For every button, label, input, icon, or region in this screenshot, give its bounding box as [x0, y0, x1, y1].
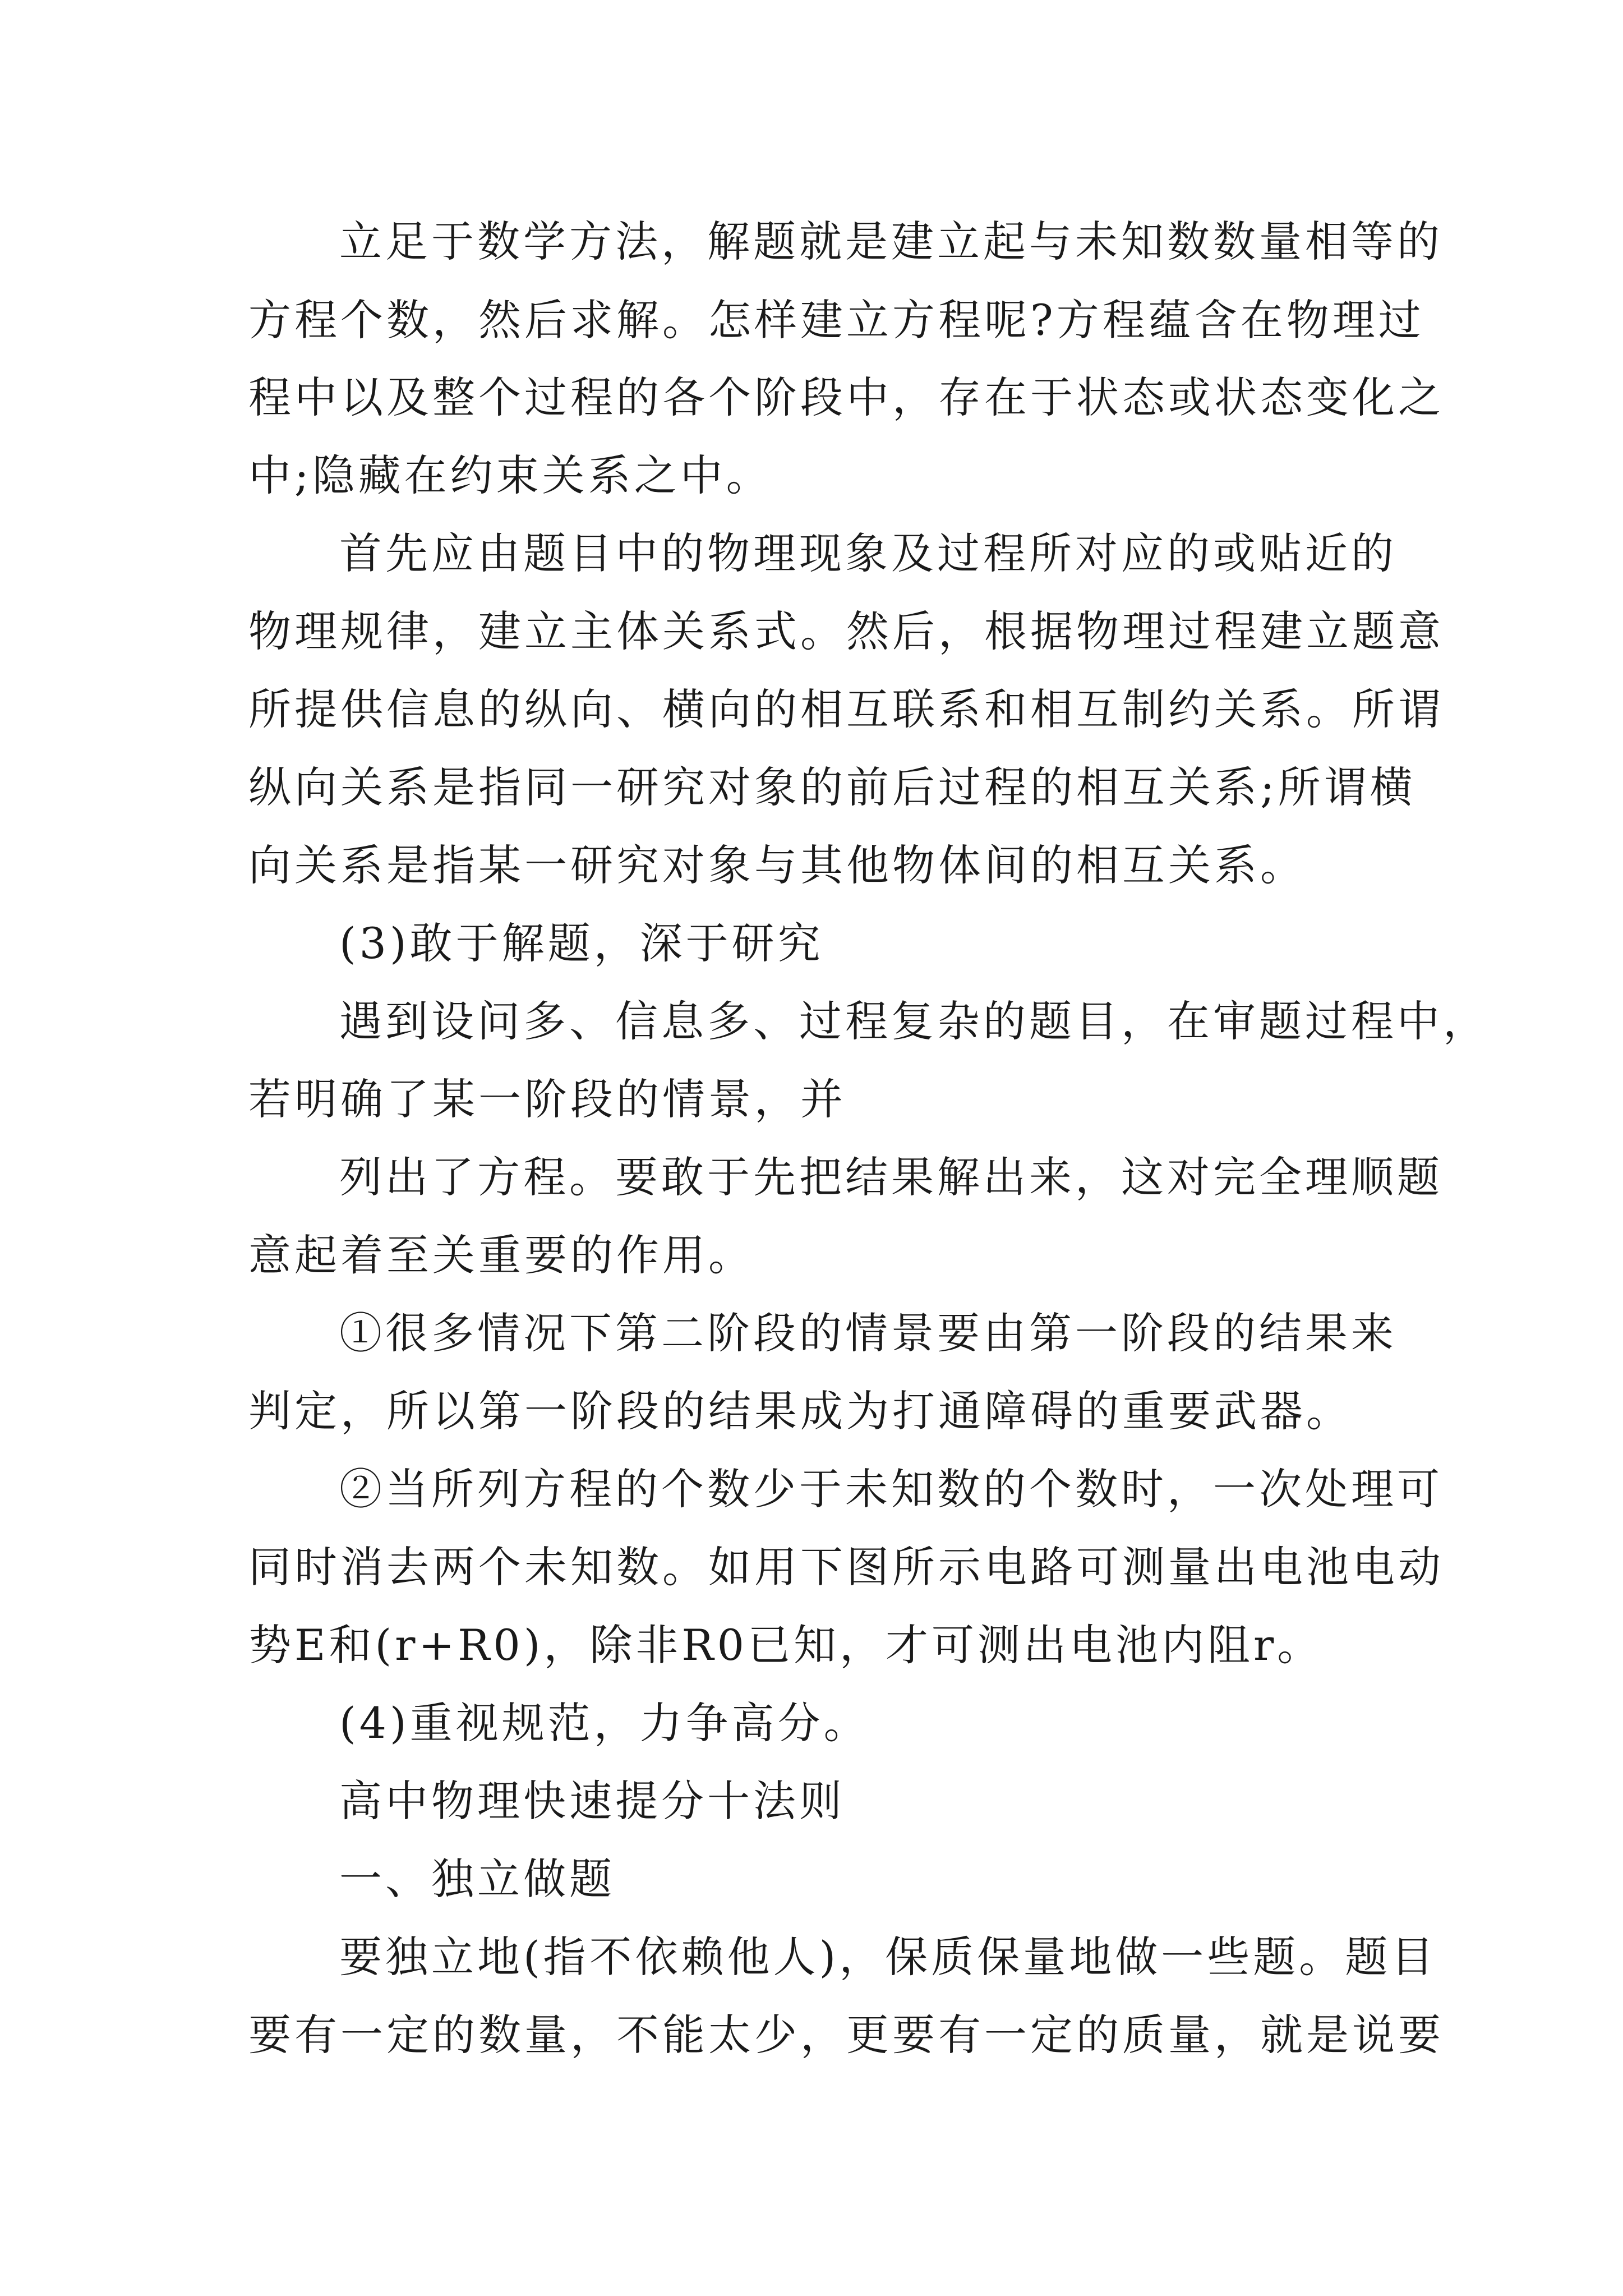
section-heading: 高中物理快速提分十法则	[339, 1776, 845, 1826]
section-heading: (4)重视规范，力争高分。	[339, 1698, 870, 1748]
text-line: 要独立地(指不依赖他人)，保质保量地做一些题。题目	[339, 1932, 1437, 1982]
text-line: ②当所列方程的个数少于未知数的个数时，一次处理可	[339, 1464, 1443, 1514]
text-line: 势E和(r+R0)，除非R0已知，才可测出电池内阻r。	[248, 1620, 1324, 1670]
text-line: 判定，所以第一阶段的结果成为打通障碍的重要武器。	[248, 1386, 1352, 1436]
text-line: 要有一定的数量，不能太少，更要有一定的质量，就是说要	[248, 2010, 1444, 2060]
section-heading: (3)敢于解题，深于研究	[339, 918, 824, 968]
text-line: 同时消去两个未知数。如用下图所示电路可测量出电池电动	[248, 1542, 1444, 1592]
text-line: 若明确了某一阶段的情景，并	[248, 1074, 846, 1124]
text-line: 意起着至关重要的作用。	[248, 1230, 754, 1280]
text-line: 中;隐藏在约束关系之中。	[248, 450, 772, 500]
text-line: 首先应由题目中的物理现象及过程所对应的或贴近的	[339, 528, 1397, 578]
text-line: 方程个数，然后求解。怎样建立方程呢?方程蕴含在物理过	[248, 295, 1424, 345]
text-line: 物理规律，建立主体关系式。然后，根据物理过程建立题意	[248, 606, 1444, 656]
text-line: 向关系是指某一研究对象与其他物体间的相互关系。	[248, 840, 1306, 890]
text-line: ①很多情况下第二阶段的情景要由第一阶段的结果来	[339, 1308, 1397, 1358]
text-line: 纵向关系是指同一研究对象的前后过程的相互关系;所谓横	[248, 762, 1416, 812]
text-line: 程中以及整个过程的各个阶段中，存在于状态或状态变化之	[248, 372, 1444, 422]
text-line: 所提供信息的纵向、横向的相互联系和相互制约关系。所谓	[248, 684, 1444, 734]
text-line: 列出了方程。要敢于先把结果解出来，这对完全理顺题	[339, 1152, 1443, 1202]
text-line: 立足于数学方法，解题就是建立起与未知数数量相等的	[339, 217, 1443, 266]
section-heading: 一、独立做题	[339, 1854, 615, 1904]
text-line: 遇到设问多、信息多、过程复杂的题目，在审题过程中，	[339, 996, 1489, 1046]
